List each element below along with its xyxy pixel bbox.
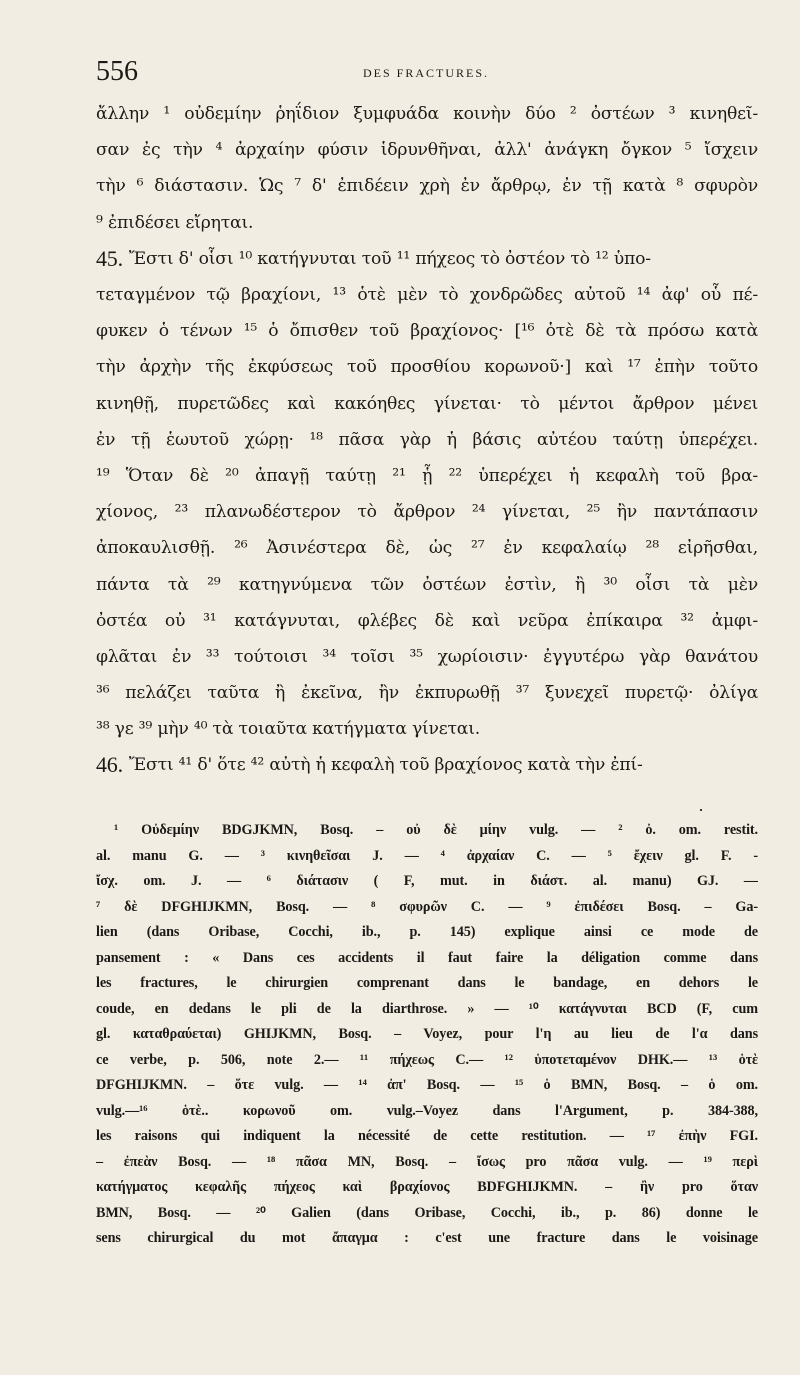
section-number: 46.	[96, 752, 123, 778]
footnote-line: vulg.—¹⁶ ὁτὲ.. κορωνοῦ om. vulg.–Voyez dans l'Argument, p. 384-388,	[96, 1102, 758, 1119]
footnote-line: ¹ Οὐδεμίην BDGJKMN, Bosq. – οὐ δὲ μίην vulg. — ² ὀ. om. restit.	[114, 822, 758, 839]
text-line: ἐν τῇ ἑωυτοῦ χώρῃ· ¹⁸ πᾶσα γὰρ ἡ βάσις αὐτέου ταύτῃ ὑπερέχει.	[96, 429, 758, 450]
text-line: φυκεν ὁ τένων ¹⁵ ὁ ὄπισθεν τοῦ βραχίονος· [¹⁶ ὁτὲ δὲ τὰ πρόσω κατὰ	[96, 321, 758, 342]
text-line: ἀποκαυλισθῇ. ²⁶ Ἀσινέστερα δὲ, ὡς ²⁷ ἐν κεφαλαίῳ ²⁸ εἰρῆσθαι,	[96, 538, 758, 559]
text-line: ¹⁹ Ὅταν δὲ ²⁰ ἀπαγῇ ταύτῃ ²¹ ᾗ ²² ὑπερέχει ἡ κεφαλὴ τοῦ βρα-	[96, 465, 758, 486]
footnote-line: lien (dans Oribase, Cocchi, ib., p. 145) explique ainsi ce mode de	[96, 924, 758, 941]
footnote-line: DFGHIJKMN. – ὅτε vulg. — ¹⁴ ἀπ' Bosq. — ¹⁵ ὁ BMN, Bosq. – ὁ om.	[96, 1077, 758, 1094]
page-number: 556	[96, 56, 138, 87]
text-line: χίονος, ²³ πλανωδέστερον τὸ ἄρθρον ²⁴ γίνεται, ²⁵ ἢν παντάπασιν	[96, 502, 758, 523]
text-line: τὴν ἀρχὴν τῆς ἐκφύσεως τοῦ προσθίου κορωνοῦ·] καὶ ¹⁷ ἐπὴν τοῦτο	[96, 357, 758, 378]
footnote-line: pansement : « Dans ces accidents il faut faire la déligation comme dans	[96, 949, 758, 966]
footnote-line: – ἐπεὰν Bosq. — ¹⁸ πᾶσα MN, Bosq. – ἴσως pro πᾶσα vulg. — ¹⁹ περὶ	[96, 1153, 758, 1170]
main-text	[96, 96, 758, 784]
footnote-line: les raisons qui indiquent la nécessité de cette restitution. — ¹⁷ ἐπὴν FGI.	[96, 1128, 758, 1145]
section-46-line	[96, 747, 758, 783]
footnote-line: ⁷ δὲ DFGHIJKMN, Bosq. — ⁸ σφυρῶν C. — ⁹ ἐπιδέσει Bosq. – Ga-	[96, 898, 758, 915]
footnote-line: al. manu G. — ³ κινηθεῖσαι J. — ⁴ ἀρχαίαν C. — ⁵ ἔχειν gl. F. -	[96, 847, 758, 864]
text-line: ὀστέα οὐ ³¹ κατάγνυται, φλέβες δὲ καὶ νεῦρα ἐπίκαιρα ³² ἀμφι-	[96, 610, 758, 631]
text-line: πάντα τὰ ²⁹ κατηγνύμενα τῶν ὀστέων ἐστὶν, ἢ ³⁰ οἷσι τὰ μὲν	[96, 574, 758, 595]
text-line: ³⁸ γε ³⁹ μὴν ⁴⁰ τὰ τοιαῦτα κατήγματα γίνεται.	[96, 719, 481, 740]
text-line-content: Ἔστι ⁴¹ δ' ὅτε ⁴² αὐτὴ ἡ κεφαλὴ τοῦ βραχίονος κατὰ τὴν ἐπί-	[128, 755, 643, 776]
footnote-line: les fractures, le chirurgien comprenant dans le bandage, en dehors le	[96, 975, 758, 992]
text-line: κινηθῇ, πυρετῶδες καὶ κακόηθες γίνεται· τὸ μέντοι ἄρθρον μένει	[96, 393, 758, 414]
footnote-separator-mark	[700, 809, 702, 811]
text-line: ⁹ ἐπιδέσει εἴρηται.	[96, 212, 254, 233]
text-line: σαν ἐς τὴν ⁴ ἀρχαίην φύσιν ἱδρυνθῆναι, ἀλλ' ἀνάγκη ὄγκον ⁵ ἴσχειν	[96, 140, 758, 161]
text-line: φλᾶται ἐν ³³ τούτοισι ³⁴ τοῖσι ³⁵ χωρίοισιν· ἐγγυτέρω γὰρ θανάτου	[96, 646, 758, 667]
footnotes	[96, 818, 758, 1252]
footnote-line: BMN, Bosq. — ²⁰ Galien (dans Oribase, Cocchi, ib., p. 86) donne le	[96, 1204, 758, 1221]
text-line: ἄλλην ¹ οὐδεμίην ῥηΐδιον ξυμφυάδα κοινὴν δύο ² ὀστέων ³ κινηθεῖ-	[96, 104, 758, 125]
footnote-line: sens chirurgical du mot ἄπαγμα : c'est une fracture dans le voisinage	[96, 1230, 758, 1247]
text-line: τεταγμένον τῷ βραχίονι, ¹³ ὁτὲ μὲν τὸ χονδρῶδες αὐτοῦ ¹⁴ ἀφ' οὗ πέ-	[96, 285, 758, 306]
section-45-line	[96, 241, 758, 277]
section-number: 45.	[96, 245, 123, 271]
footnote-line: gl. καταθραύεται) GHIJKMN, Bosq. – Voyez, pour l'η au lieu de l'α dans	[96, 1026, 758, 1043]
footnote-line: κατήγματος κεφαλῆς πήχεος καὶ βραχίονος BDFGHIJKMN. – ἢν pro ὅταν	[96, 1179, 758, 1196]
running-title: DES FRACTURES.	[362, 66, 490, 80]
page-header	[96, 56, 756, 96]
text-line: ³⁶ πελάζει ταῦτα ἢ ἐκεῖνα, ἢν ἐκπυρωθῇ ³⁷ ξυνεχεῖ πυρετῷ· ὀλίγα	[96, 683, 758, 704]
footnote-line: coude, en dedans le pli de la diarthrose. » — ¹⁰ κατάγνυται BCD (F, cum	[96, 1000, 758, 1017]
footnote-line: ce verbe, p. 506, note 2.— ¹¹ πήχεως C.— ¹² ὑποτεταμένον DHK.— ¹³ ὁτὲ	[96, 1051, 758, 1068]
text-line: τὴν ⁶ διάστασιν. Ὡς ⁷ δ' ἐπιδέειν χρὴ ἐν ἄρθρῳ, ἐν τῇ κατὰ ⁸ σφυρὸν	[96, 176, 758, 197]
footnote-line: ἴσχ. om. J. — ⁶ διάτασιν ( F, mut. in διάστ. al. manu) GJ. —	[96, 873, 758, 890]
text-line-content: Ἔστι δ' οἷσι ¹⁰ κατήγνυται τοῦ ¹¹ πήχεος τὸ ὀστέον τὸ ¹² ὑπο-	[128, 248, 651, 269]
